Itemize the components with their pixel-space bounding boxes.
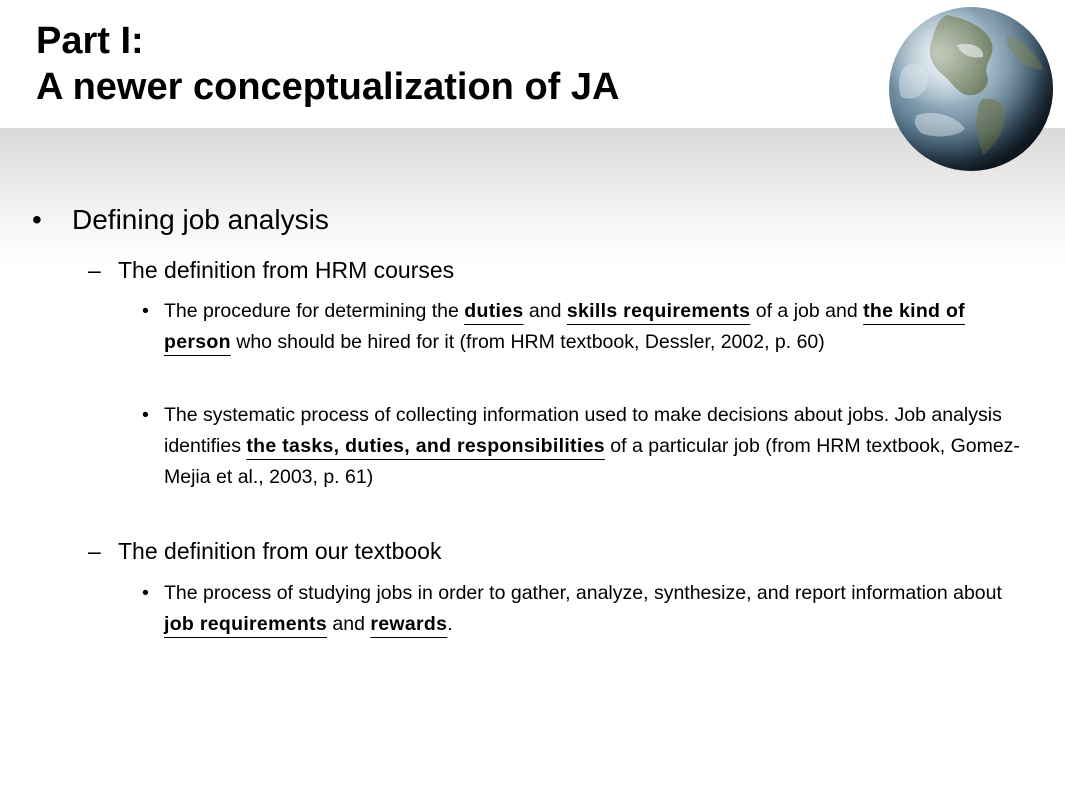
text-run: The systematic process of collecting information used to make decisions about jobs. Job analysis identifies xyxy=(164,404,1002,457)
bullet-marker: • xyxy=(142,582,149,604)
text-run: . xyxy=(447,613,453,635)
bullet-text: Defining job analysis xyxy=(72,204,329,235)
definition-text xyxy=(164,400,1024,493)
underlined-term: the kind of person xyxy=(164,300,965,353)
text-run: who should be hired for it (from HRM textbook, Dessler, 2002, p. 60) xyxy=(230,331,825,353)
bullet-marker: • xyxy=(142,300,149,322)
globe-icon xyxy=(887,5,1055,173)
underlined-term: duties xyxy=(464,300,524,322)
subheading-text: The definition from our textbook xyxy=(118,538,442,564)
title-line-2: A newer conceptualization of JA xyxy=(36,66,620,108)
text-run: of a particular job (from HRM textbook, Gomez-Mejia et al., 2003, p. 61) xyxy=(164,435,1020,488)
bullet-marker: • xyxy=(142,404,149,426)
definition-text xyxy=(164,578,1024,640)
text-run: of a job and xyxy=(750,300,864,322)
underlined-term: rewards xyxy=(370,613,448,635)
bullet-marker: • xyxy=(32,204,42,235)
subheading-text: The definition from HRM courses xyxy=(118,257,455,283)
slide-title xyxy=(36,18,619,110)
dash-marker: – xyxy=(88,538,101,564)
underlined-term: job requirements xyxy=(164,613,327,635)
text-run: and xyxy=(327,613,371,635)
dash-marker: – xyxy=(88,257,101,283)
underlined-term: the tasks, duties, and responsibilities xyxy=(246,435,605,457)
text-run: The procedure for determining the xyxy=(164,300,465,322)
underlined-term: skills requirements xyxy=(566,300,751,322)
title-line-1: Part I: xyxy=(36,20,144,62)
text-run: and xyxy=(523,300,567,322)
text-run: The process of studying jobs in order to gather, analyze, synthesize, and report information about xyxy=(164,582,1002,604)
definition-text xyxy=(164,296,1024,358)
